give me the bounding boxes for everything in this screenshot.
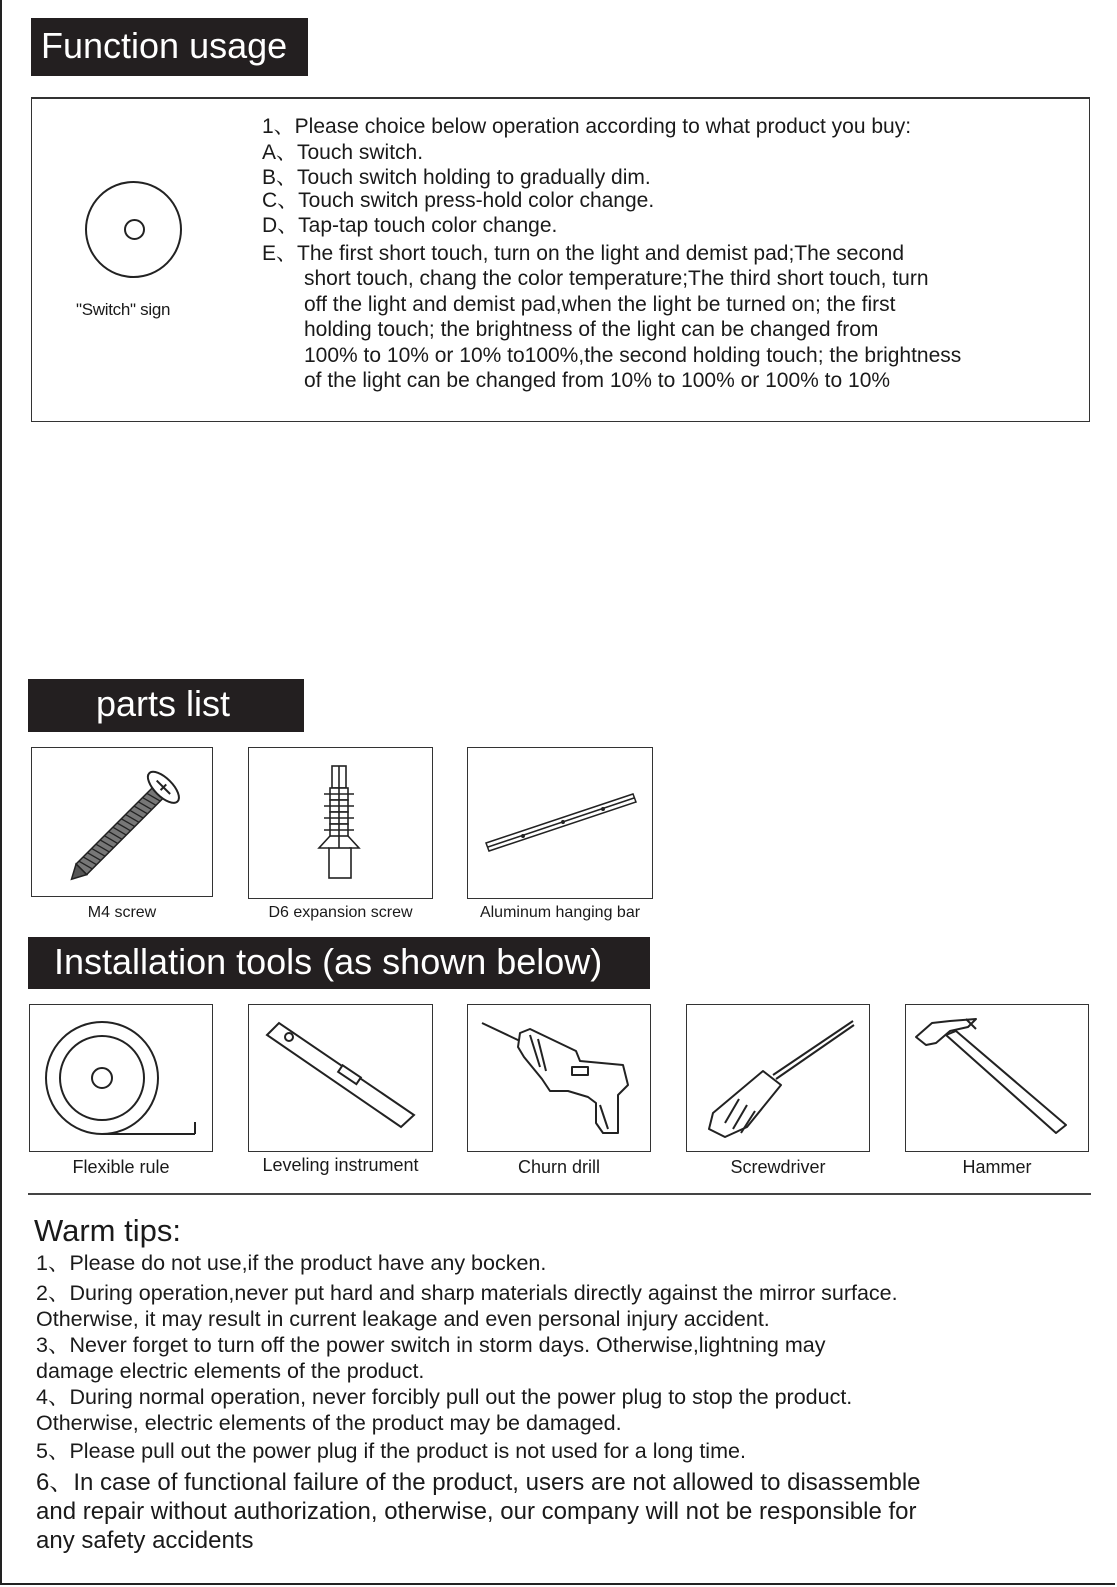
instruction-line: D、Tap-tap touch color change. (262, 214, 558, 237)
instruction-line: holding touch; the brightness of the light can be changed from (304, 318, 879, 341)
instruction-line: C、Touch switch press-hold color change. (262, 188, 655, 212)
instruction-line: B、Touch switch holding to gradually dim. (262, 166, 651, 189)
aluminum-hanging-bar-panel (467, 747, 653, 899)
tip-line: 1、Please do not use,if the product have any bocken. (36, 1251, 547, 1275)
tip-line: 3、Never forget to turn off the power switch in storm days. Otherwise,lightning may (36, 1333, 826, 1357)
hammer-label: Hammer (962, 1157, 1032, 1177)
instruction-line: E、The first short touch, turn on the light and demist pad;The second (262, 241, 905, 265)
tip-line: Otherwise, it may result in current leakage and even personal injury accident. (36, 1307, 770, 1331)
section-divider (28, 1193, 1091, 1195)
tape-measure-icon (30, 1005, 214, 1153)
level-icon (249, 1005, 434, 1153)
d6-expansion-screw-panel (248, 747, 433, 899)
instruction-line: off the light and demist pad,when the light be turned on; the first (304, 292, 896, 316)
installation-tools-heading: Installation tools (as shown below) (28, 937, 650, 989)
tip-line: 4、During normal operation, never forcibly pull out the power plug to stop the product. (36, 1385, 853, 1409)
m4-screw-panel (31, 747, 213, 897)
flexible-rule-panel (29, 1004, 213, 1152)
screwdriver-icon (687, 1005, 871, 1153)
aluminum-hanging-bar-label: Aluminum hanging bar (479, 904, 641, 921)
hammer-panel (905, 1004, 1089, 1152)
aluminum-hanging-bar-icon (468, 748, 654, 900)
warm-tips-list (36, 1250, 921, 1555)
m4-screw-label: M4 screw (87, 904, 157, 921)
instruction-line: of the light can be changed from 10% to 100% or 100% to 10% (304, 369, 891, 392)
switch-sign-caption: "Switch" sign (76, 300, 171, 319)
tip-line: Otherwise, electric elements of the product may be damaged. (36, 1411, 622, 1435)
leveling-instrument-panel (248, 1004, 433, 1152)
instruction-line: A、Touch switch. (262, 140, 424, 164)
tip-line: 5、Please pull out the power plug if the product is not used for a long time. (36, 1439, 746, 1463)
tip-line: 6、In case of functional failure of the product, users are not allowed to disassemble (36, 1469, 921, 1496)
drill-icon (468, 1005, 652, 1153)
tip-line: and repair without authorization, otherwise, our company will not be responsible for (36, 1498, 917, 1525)
switch-sign-inner-icon (124, 219, 145, 240)
parts-list-heading: parts list (28, 679, 304, 732)
hammer-icon (906, 1005, 1090, 1153)
leveling-instrument-label: Leveling instrument (262, 1155, 419, 1175)
warm-tips-heading: Warm tips: (34, 1213, 181, 1248)
m4-screw-icon (32, 748, 214, 898)
function-usage-heading: Function usage (31, 18, 308, 76)
function-usage-instructions (262, 114, 961, 394)
tip-line: damage electric elements of the product. (36, 1359, 425, 1383)
d6-expansion-screw-icon (249, 748, 434, 900)
churn-drill-panel (467, 1004, 651, 1152)
tip-line: any safety accidents (36, 1527, 254, 1554)
instruction-line: 1、Please choice below operation according to what product you buy: (262, 115, 912, 138)
instruction-line: 100% to 10% or 10% to100%,the second holding touch; the brightness (304, 343, 962, 367)
churn-drill-label: Churn drill (517, 1157, 601, 1177)
screwdriver-label: Screwdriver (730, 1157, 826, 1177)
d6-expansion-screw-label: D6 expansion screw (268, 904, 413, 921)
instruction-line: short touch, chang the color temperature;The third short touch, turn (304, 267, 929, 290)
screwdriver-panel (686, 1004, 870, 1152)
flexible-rule-label: Flexible rule (72, 1157, 170, 1177)
tip-line: 2、During operation,never put hard and sharp materials directly against the mirror surface. (36, 1281, 898, 1305)
